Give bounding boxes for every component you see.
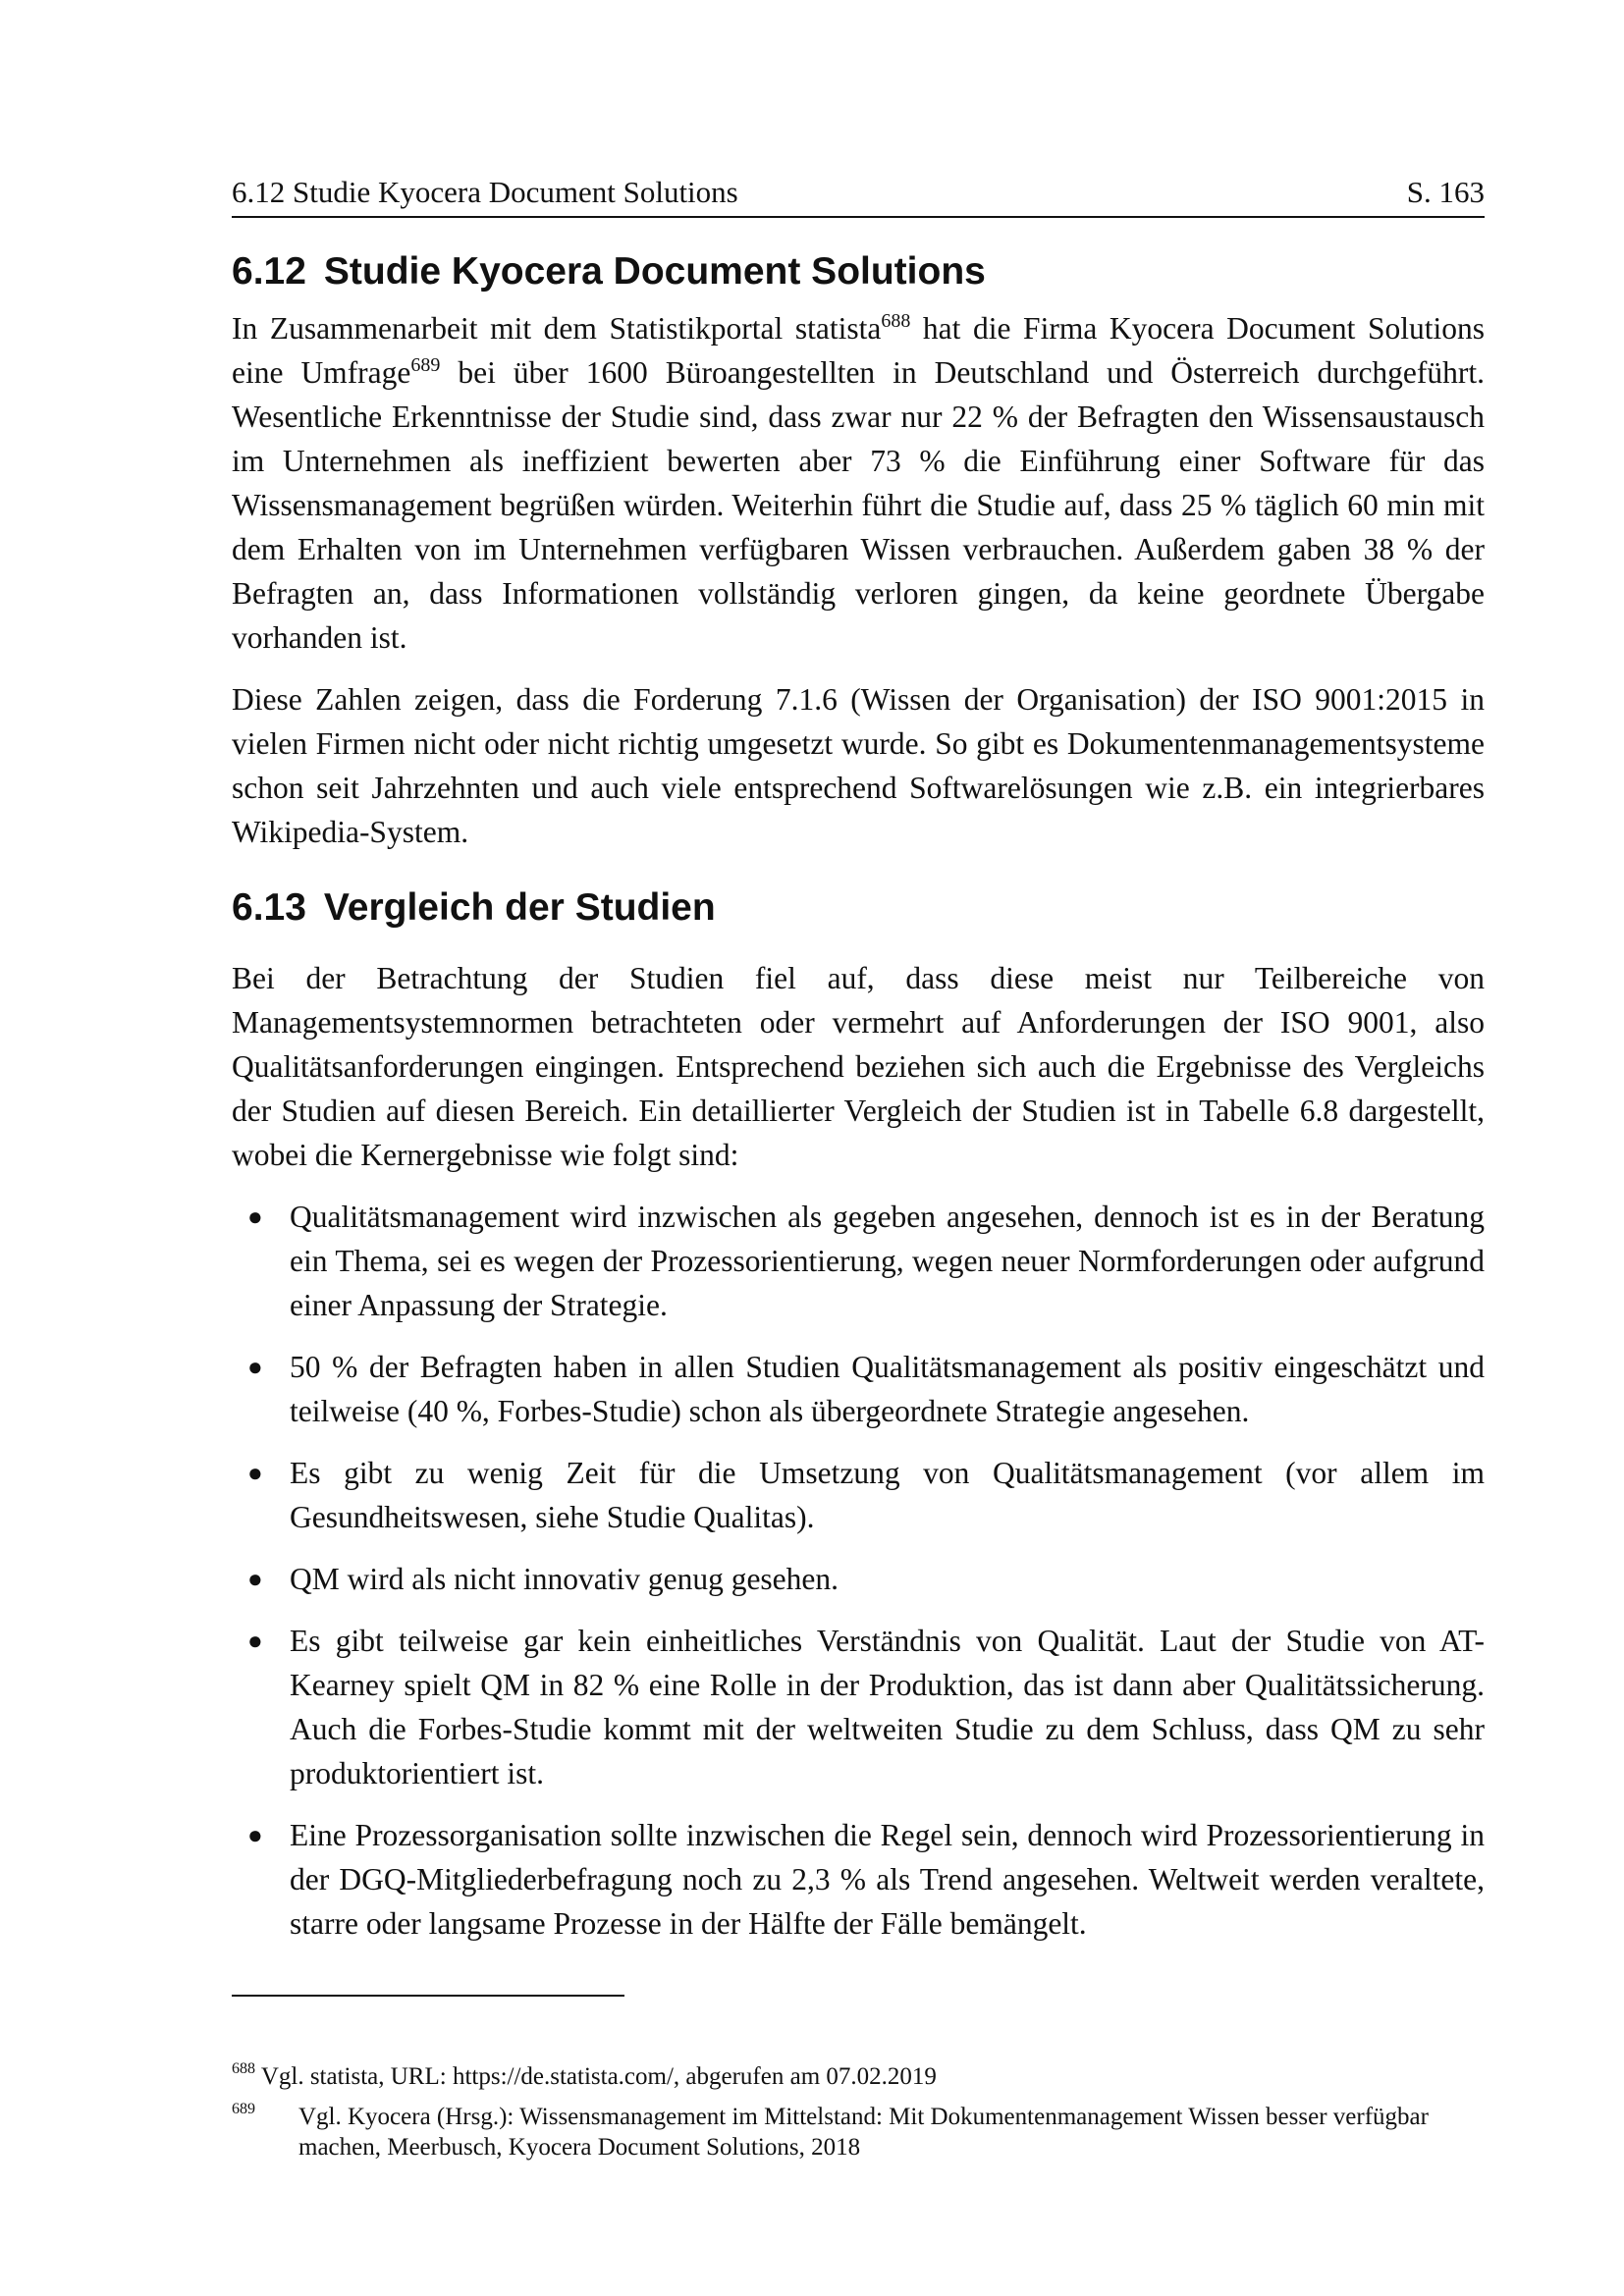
findings-list: [232, 1195, 1485, 1946]
list-item-text: Es gibt zu wenig Zeit für die Umsetzung von Qualitätsmanagement (vor allem im Gesundheitswesen, siehe Studie Qualitas).: [290, 1456, 1485, 1534]
paragraph-text: hat die Firma Kyocera Document Solutions eine Umfrage: [232, 311, 1485, 390]
section-heading-6-12: [232, 247, 1485, 296]
footnote-mark: 689: [232, 2101, 255, 2117]
footnote-ref-688[interactable]: 688: [881, 310, 911, 332]
bullet-icon: ●: [247, 1353, 263, 1381]
list-item-text: Eine Prozessorganisation sollte inzwischen die Regel sein, dennoch wird Prozessorientierung in der DGQ-Mitgliederbefragung noch zu 2,3 % als Trend angesehen. Weltweit werden veraltete, starre oder langsame Prozesse in der Hälfte der Fälle bemängelt.: [290, 1818, 1485, 1941]
running-title: 6.12 Studie Kyocera Document Solutions: [232, 175, 738, 209]
list-item-text: QM wird als nicht innovativ genug gesehen.: [290, 1562, 839, 1596]
running-header: [232, 173, 1485, 218]
list-item: [232, 1345, 1485, 1433]
footnote-689: [232, 2102, 1485, 2163]
section-heading-6-13: [232, 883, 1485, 933]
section-number: 6.12: [232, 250, 306, 293]
footnote-mark: 688: [232, 2060, 255, 2077]
list-item: [232, 1619, 1485, 1795]
footnote-text: Vgl. statista, URL: https://de.statista.com/, abgerufen am 07.02.2019: [260, 2063, 937, 2090]
footnote-text: Vgl. Kyocera (Hrsg.): Wissensmanagement im Mittelstand: Mit Dokumentenmanagement Wissen besser verfügbar machen, Meerbusch, Kyocera Document Solutions, 2018: [298, 2104, 1429, 2161]
footnote-688: [232, 2061, 1485, 2092]
list-item-text: 50 % der Befragten haben in allen Studien Qualitätsmanagement als positiv eingeschätzt und teilweise (40 %, Forbes-Studie) schon als übergeordnete Strategie angesehen.: [290, 1350, 1485, 1428]
list-item: [232, 1813, 1485, 1946]
list-item: [232, 1195, 1485, 1327]
footnote-ref-689[interactable]: 689: [410, 354, 441, 376]
bullet-icon: ●: [247, 1459, 263, 1487]
footnotes: [232, 2061, 1485, 2163]
section-title: Studie Kyocera Document Solutions: [323, 250, 986, 293]
paragraph-text: In Zusammenarbeit mit dem Statistikportal statista: [232, 311, 882, 346]
paragraph-text: bei über 1600 Büroangestellten in Deutschland und Österreich durchgeführt. Wesentliche Erkenntnisse der Studie sind, dass zwar nur 22 % der Befragten den Wissensaustausch im Unternehmen als ineffizient bewerten aber 73 % die Einführung einer Software für das Wissensmanagement begrüßen würden. Weiterhin führt die Studie auf, dass 25 % täglich 60 min mit dem Erhalten von im Unternehmen verfügbaren Wissen verbrauchen. Außerdem gaben 38 % der Befragten an, dass Informationen vollständig verloren gingen, da keine geordnete Übergabe vorhanden ist.: [232, 355, 1486, 655]
section-title: Vergleich der Studien: [323, 886, 716, 929]
list-item-text: Qualitätsmanagement wird inzwischen als gegeben angesehen, dennoch ist es in der Beratung ein Thema, sei es wegen der Prozessorientierung, wegen neuer Normforderungen oder aufgrund einer Anpassung der Strategie.: [290, 1200, 1485, 1322]
paragraph-comparison-intro: Bei der Betrachtung der Studien fiel auf, dass diese meist nur Teilbereiche von Managementsystemnormen betrachteten oder vermehrt auf Anforderungen der ISO 9001, also Qualitätsanforderungen eingingen. Entsprechend beziehen sich auch die Ergebnisse des Vergleichs der Studien auf diesen Bereich. Ein detaillierter Vergleich der Studien ist in Tabelle 6.8 dargestellt, wobei die Kernergebnisse wie folgt sind:: [232, 961, 1485, 1172]
bullet-icon: ●: [247, 1565, 263, 1593]
page-number: S. 163: [1406, 175, 1485, 209]
bullet-icon: ●: [247, 1627, 263, 1655]
paragraph-kyocera-study: [232, 306, 1485, 660]
list-item: [232, 1451, 1485, 1539]
footnote-divider: [232, 1995, 624, 1997]
list-item: [232, 1557, 1485, 1601]
paragraph-iso-requirement: Diese Zahlen zeigen, dass die Forderung 7.1.6 (Wissen der Organisation) der ISO 9001:2015 in vielen Firmen nicht oder nicht richtig umgesetzt wurde. So gibt es Dokumentenmanagementsysteme schon seit Jahrzehnten und auch viele entsprechend Softwarelösungen wie z.B. ein integrierbares Wikipedia-System.: [232, 682, 1485, 849]
list-item-text: Es gibt teilweise gar kein einheitliches Verständnis von Qualität. Laut der Studie von AT-Kearney spielt QM in 82 % eine Rolle in der Produktion, das ist dann aber Qualitätssicherung. Auch die Forbes-Studie kommt mit der weltweiten Studie zu dem Schluss, dass QM zu sehr produktorientiert ist.: [290, 1624, 1485, 1790]
bullet-icon: ●: [247, 1202, 263, 1231]
section-number: 6.13: [232, 886, 306, 929]
document-page: [232, 173, 1485, 2172]
bullet-icon: ●: [247, 1821, 263, 1849]
